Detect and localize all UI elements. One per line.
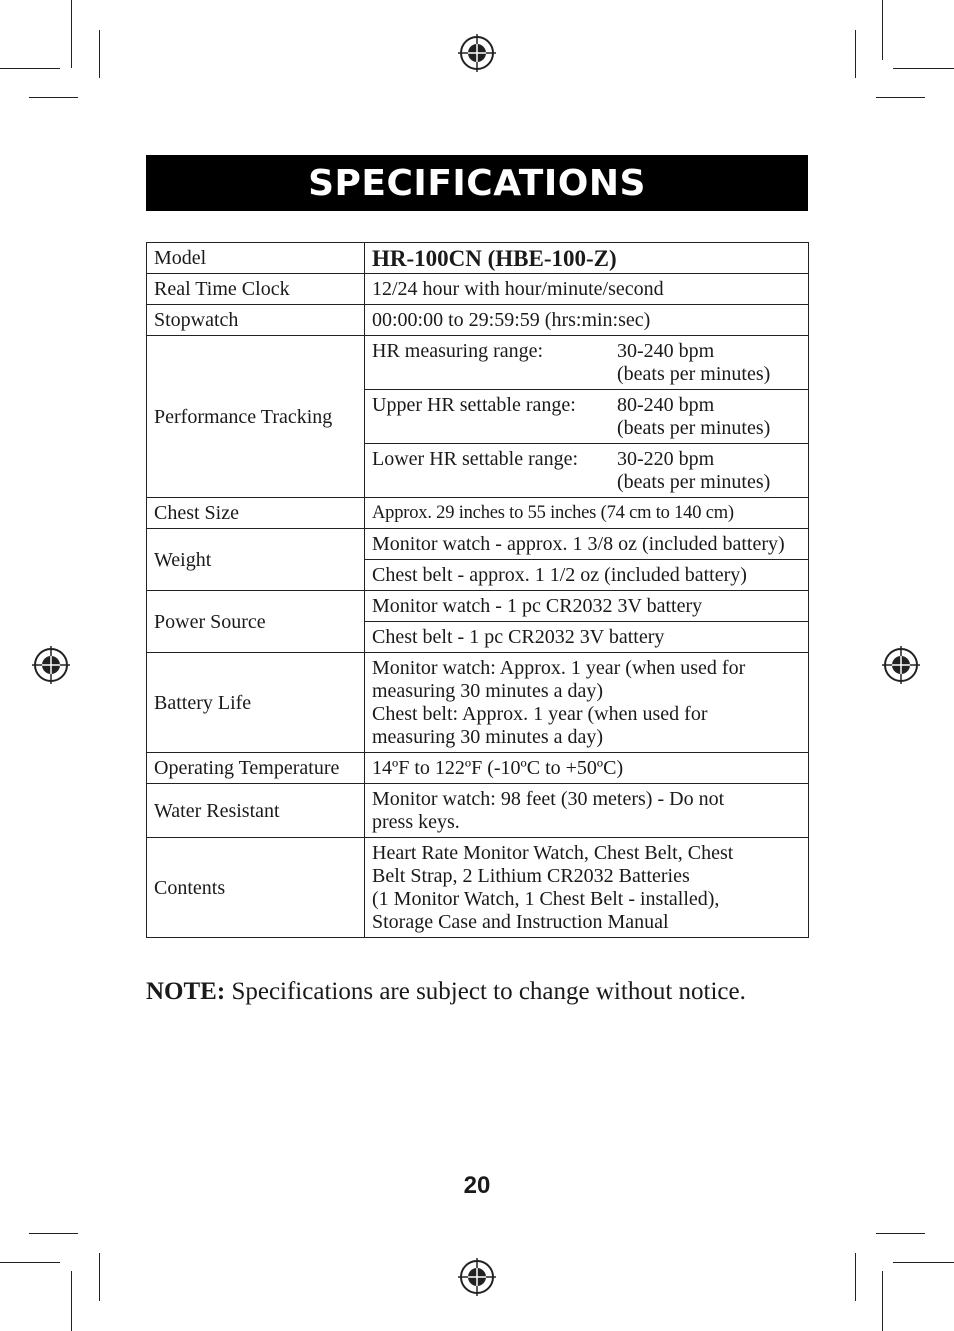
row-value bbox=[365, 784, 809, 838]
registration-mark-icon bbox=[458, 1258, 496, 1296]
crop-mark bbox=[71, 1271, 72, 1331]
text-line: measuring 30 minutes a day) bbox=[372, 680, 604, 702]
row-value: Chest belt - 1 pc CR2032 3V battery bbox=[365, 622, 809, 653]
note-label: NOTE: bbox=[146, 978, 226, 1005]
row-label: Real Time Clock bbox=[147, 274, 365, 305]
row-label: Chest Size bbox=[147, 498, 365, 529]
text-line: Storage Case and Instruction Manual bbox=[372, 911, 669, 933]
text-line: Monitor watch: Approx. 1 year (when used for bbox=[372, 657, 746, 679]
performance-item bbox=[365, 336, 809, 390]
text-line: Heart Rate Monitor Watch, Chest Belt, Chest bbox=[372, 842, 734, 864]
table-row bbox=[147, 243, 809, 274]
crop-mark bbox=[855, 30, 856, 78]
table-row bbox=[147, 591, 809, 622]
crop-mark bbox=[876, 1233, 925, 1234]
crop-mark bbox=[876, 97, 925, 98]
row-label: Performance Tracking bbox=[147, 336, 365, 498]
table-row bbox=[147, 529, 809, 560]
performance-item bbox=[365, 444, 809, 498]
text-line: Monitor watch: 98 feet (30 meters) - Do not bbox=[372, 788, 725, 810]
row-value: Approx. 29 inches to 55 inches (74 cm to 140 cm) bbox=[365, 498, 809, 529]
table-row bbox=[147, 336, 809, 390]
row-label: Water Resistant bbox=[147, 784, 365, 838]
performance-unit: (beats per minutes) bbox=[617, 363, 771, 385]
table-row bbox=[147, 653, 809, 753]
row-label: Weight bbox=[147, 529, 365, 591]
crop-mark bbox=[855, 1253, 856, 1301]
note-text: Specifications are subject to change without notice. bbox=[225, 978, 746, 1005]
crop-mark bbox=[71, 0, 72, 68]
row-label: Stopwatch bbox=[147, 305, 365, 336]
table-row bbox=[147, 498, 809, 529]
row-value: Chest belt - approx. 1 1/2 oz (included battery) bbox=[365, 560, 809, 591]
registration-mark-icon bbox=[882, 646, 920, 684]
page-title: SPECIFICATIONS bbox=[146, 155, 808, 211]
row-label: Operating Temperature bbox=[147, 753, 365, 784]
row-label: Contents bbox=[147, 838, 365, 938]
performance-value: 80-240 bpm bbox=[617, 394, 715, 416]
crop-mark bbox=[893, 1262, 954, 1263]
table-row bbox=[147, 784, 809, 838]
row-value bbox=[365, 838, 809, 938]
text-line: Chest belt: Approx. 1 year (when used for bbox=[372, 703, 708, 725]
crop-mark bbox=[893, 68, 954, 69]
table-row bbox=[147, 838, 809, 938]
crop-mark bbox=[99, 30, 100, 78]
text-line: (1 Monitor Watch, 1 Chest Belt - installed), bbox=[372, 888, 720, 910]
row-label: Model bbox=[147, 243, 365, 274]
registration-mark-icon bbox=[32, 646, 70, 684]
crop-mark bbox=[882, 1271, 883, 1331]
performance-value: 30-240 bpm bbox=[617, 340, 715, 362]
table-row bbox=[147, 753, 809, 784]
crop-mark bbox=[99, 1253, 100, 1301]
table-row bbox=[147, 274, 809, 305]
performance-key: Lower HR settable range: bbox=[372, 448, 579, 470]
row-value: 14ºF to 122ºF (-10ºC to +50ºC) bbox=[365, 753, 809, 784]
row-value: Monitor watch - approx. 1 3/8 oz (included battery) bbox=[365, 529, 809, 560]
crop-mark bbox=[882, 0, 883, 60]
page-number: 20 bbox=[463, 1172, 491, 1199]
performance-item bbox=[365, 390, 809, 444]
registration-mark-icon bbox=[458, 34, 496, 72]
crop-mark bbox=[29, 97, 78, 98]
model-value: HR-100CN (HBE-100-Z) bbox=[365, 243, 809, 274]
performance-key: HR measuring range: bbox=[372, 340, 544, 362]
row-value bbox=[365, 653, 809, 753]
crop-mark bbox=[0, 1262, 60, 1263]
text-line: measuring 30 minutes a day) bbox=[372, 726, 604, 748]
performance-unit: (beats per minutes) bbox=[617, 471, 771, 493]
row-label: Battery Life bbox=[147, 653, 365, 753]
note bbox=[146, 978, 746, 1006]
row-value: Monitor watch - 1 pc CR2032 3V battery bbox=[365, 591, 809, 622]
table-row bbox=[147, 305, 809, 336]
crop-mark bbox=[29, 1233, 78, 1234]
text-line: Belt Strap, 2 Lithium CR2032 Batteries bbox=[372, 865, 690, 887]
row-label: Power Source bbox=[147, 591, 365, 653]
row-value: 00:00:00 to 29:59:59 (hrs:min:sec) bbox=[365, 305, 809, 336]
text-line: press keys. bbox=[372, 811, 460, 833]
row-value: 12/24 hour with hour/minute/second bbox=[365, 274, 809, 305]
performance-value: 30-220 bpm bbox=[617, 448, 715, 470]
performance-key: Upper HR settable range: bbox=[372, 394, 576, 416]
specifications-table bbox=[146, 242, 809, 938]
crop-mark bbox=[0, 68, 60, 69]
performance-unit: (beats per minutes) bbox=[617, 417, 771, 439]
